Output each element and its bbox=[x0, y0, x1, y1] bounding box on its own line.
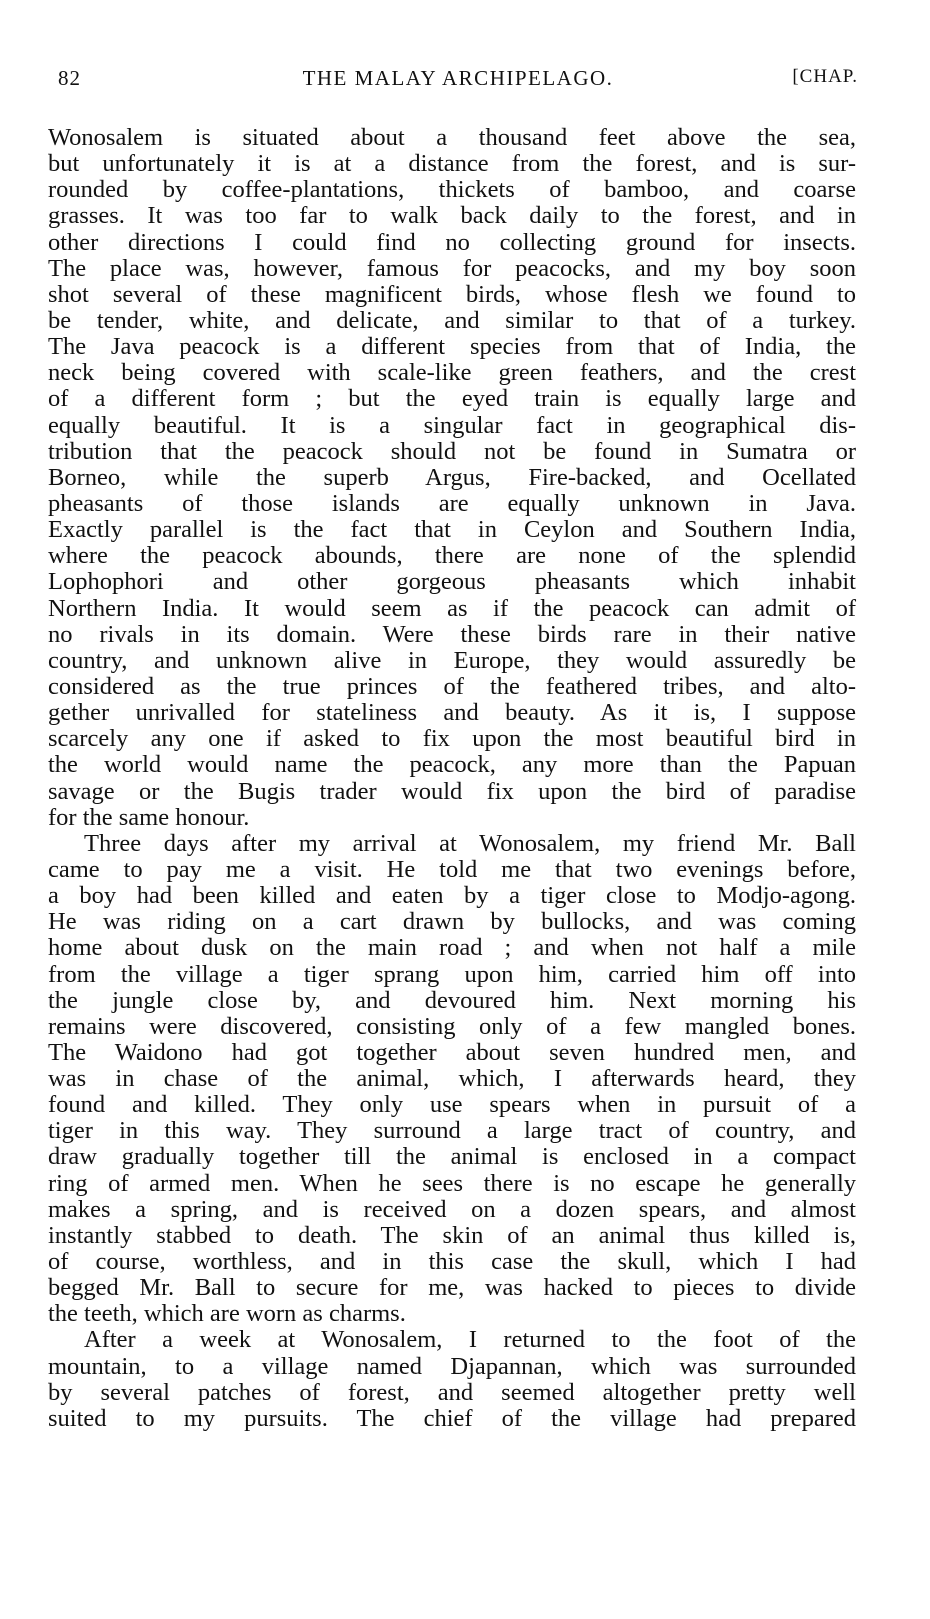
text-line: of a different form ; but the eyed train is equally large and bbox=[48, 385, 856, 413]
text-line: home about dusk on the main road ; and when not half a mile bbox=[48, 934, 856, 962]
text-line: He was riding on a cart drawn by bullocks, and was coming bbox=[48, 908, 856, 936]
text-line: Wonosalem is situated about a thousand feet above the sea, bbox=[48, 124, 856, 151]
text-line: The Java peacock is a different species from that of India, the bbox=[48, 333, 856, 361]
page-number: 82 bbox=[58, 66, 81, 90]
chapter-mark: [CHAP. bbox=[792, 66, 858, 87]
text-line: where the peacock abounds, there are none of the splendid bbox=[48, 542, 856, 570]
text-line: ring of armed men. When he sees there is no escape he generally bbox=[48, 1169, 856, 1197]
text-line: remains were discovered, consisting only of a few mangled bones. bbox=[48, 1012, 856, 1040]
text-line: found and killed. They only use spears when in pursuit of a bbox=[48, 1091, 856, 1119]
text-line: country, and unknown alive in Europe, they would assuredly be bbox=[48, 646, 856, 674]
paragraph-djapannan bbox=[48, 1327, 856, 1432]
text-line: from the village a tiger sprang upon him, carried him off into bbox=[48, 960, 856, 988]
text-line: makes a spring, and is received on a dozen spears, and almost bbox=[48, 1195, 856, 1223]
text-line: a boy had been killed and eaten by a tiger close to Modjo-agong. bbox=[48, 882, 856, 910]
text-line: of course, worthless, and in this case the skull, which I had bbox=[48, 1248, 856, 1276]
text-line: suited to my pursuits. The chief of the village had prepared bbox=[48, 1404, 856, 1432]
text-line: Exactly parallel is the fact that in Ceylon and Southern India, bbox=[48, 516, 856, 544]
text-line: but unfortunately it is at a distance from the forest, and is sur- bbox=[48, 150, 856, 178]
text-line: The place was, however, famous for peacocks, and my boy soon bbox=[48, 254, 856, 282]
text-line: tribution that the peacock should not be found in Sumatra or bbox=[48, 437, 856, 465]
text-line: begged Mr. Ball to secure for me, was hacked to pieces to divide bbox=[48, 1274, 856, 1302]
text-line: pheasants of those islands are equally unknown in Java. bbox=[48, 489, 856, 517]
text-line: Borneo, while the superb Argus, Fire-backed, and Ocellated bbox=[48, 463, 856, 491]
running-title: THE MALAY ARCHIPELAGO. bbox=[302, 66, 614, 90]
page-header bbox=[58, 66, 858, 96]
text-line: instantly stabbed to death. The skin of an animal thus killed is, bbox=[48, 1221, 856, 1249]
paragraph-peacocks bbox=[48, 125, 856, 831]
text-line: Lophophori and other gorgeous pheasants which inhabit bbox=[48, 568, 856, 596]
text-line: by several patches of forest, and seemed altogether pretty well bbox=[48, 1378, 856, 1406]
text-line: the world would name the peacock, any more than the Papuan bbox=[48, 751, 856, 779]
text-line: savage or the Bugis trader would fix upon the bird of paradise bbox=[48, 777, 856, 805]
text-line: neck being covered with scale-like green feathers, and the crest bbox=[48, 359, 856, 387]
text-line: The Waidono had got together about seven hundred men, and bbox=[48, 1038, 856, 1066]
text-line: After a week at Wonosalem, I returned to the foot of the bbox=[84, 1326, 856, 1354]
text-line: mountain, to a village named Djapannan, which was surrounded bbox=[48, 1352, 856, 1380]
text-line: gether unrivalled for stateliness and beauty. As it is, I suppose bbox=[48, 699, 856, 727]
text-line: shot several of these magnificent birds, whose flesh we found to bbox=[48, 280, 856, 308]
body-text bbox=[48, 125, 856, 1432]
text-line: draw gradually together till the animal is enclosed in a compact bbox=[48, 1143, 856, 1171]
paragraph-tiger bbox=[48, 831, 856, 1328]
text-line: considered as the true princes of the feathered tribes, and alto- bbox=[48, 672, 856, 700]
text-line: equally beautiful. It is a singular fact in geographical dis- bbox=[48, 411, 856, 439]
text-line: the teeth, which are worn as charms. bbox=[48, 1300, 406, 1328]
text-line: tiger in this way. They surround a large tract of country, and bbox=[48, 1117, 856, 1145]
text-line: scarcely any one if asked to fix upon the most beautiful bird in bbox=[48, 725, 856, 753]
text-line: grasses. It was too far to walk back daily to the forest, and in bbox=[48, 202, 856, 230]
text-line: was in chase of the animal, which, I afterwards heard, they bbox=[48, 1065, 856, 1093]
text-line: Three days after my arrival at Wonosalem, my friend Mr. Ball bbox=[84, 829, 856, 857]
text-line: other directions I could find no collecting ground for insects. bbox=[48, 228, 856, 256]
text-line: came to pay me a visit. He told me that two evenings before, bbox=[48, 855, 856, 883]
text-line: no rivals in its domain. Were these birds rare in their native bbox=[48, 620, 856, 648]
text-line: rounded by coffee-plantations, thickets of bamboo, and coarse bbox=[48, 176, 856, 204]
text-line: the jungle close by, and devoured him. Next morning his bbox=[48, 986, 856, 1014]
text-line: be tender, white, and delicate, and similar to that of a turkey. bbox=[48, 306, 856, 334]
text-line: for the same honour. bbox=[48, 803, 250, 831]
text-line: Northern India. It would seem as if the peacock can admit of bbox=[48, 594, 856, 622]
